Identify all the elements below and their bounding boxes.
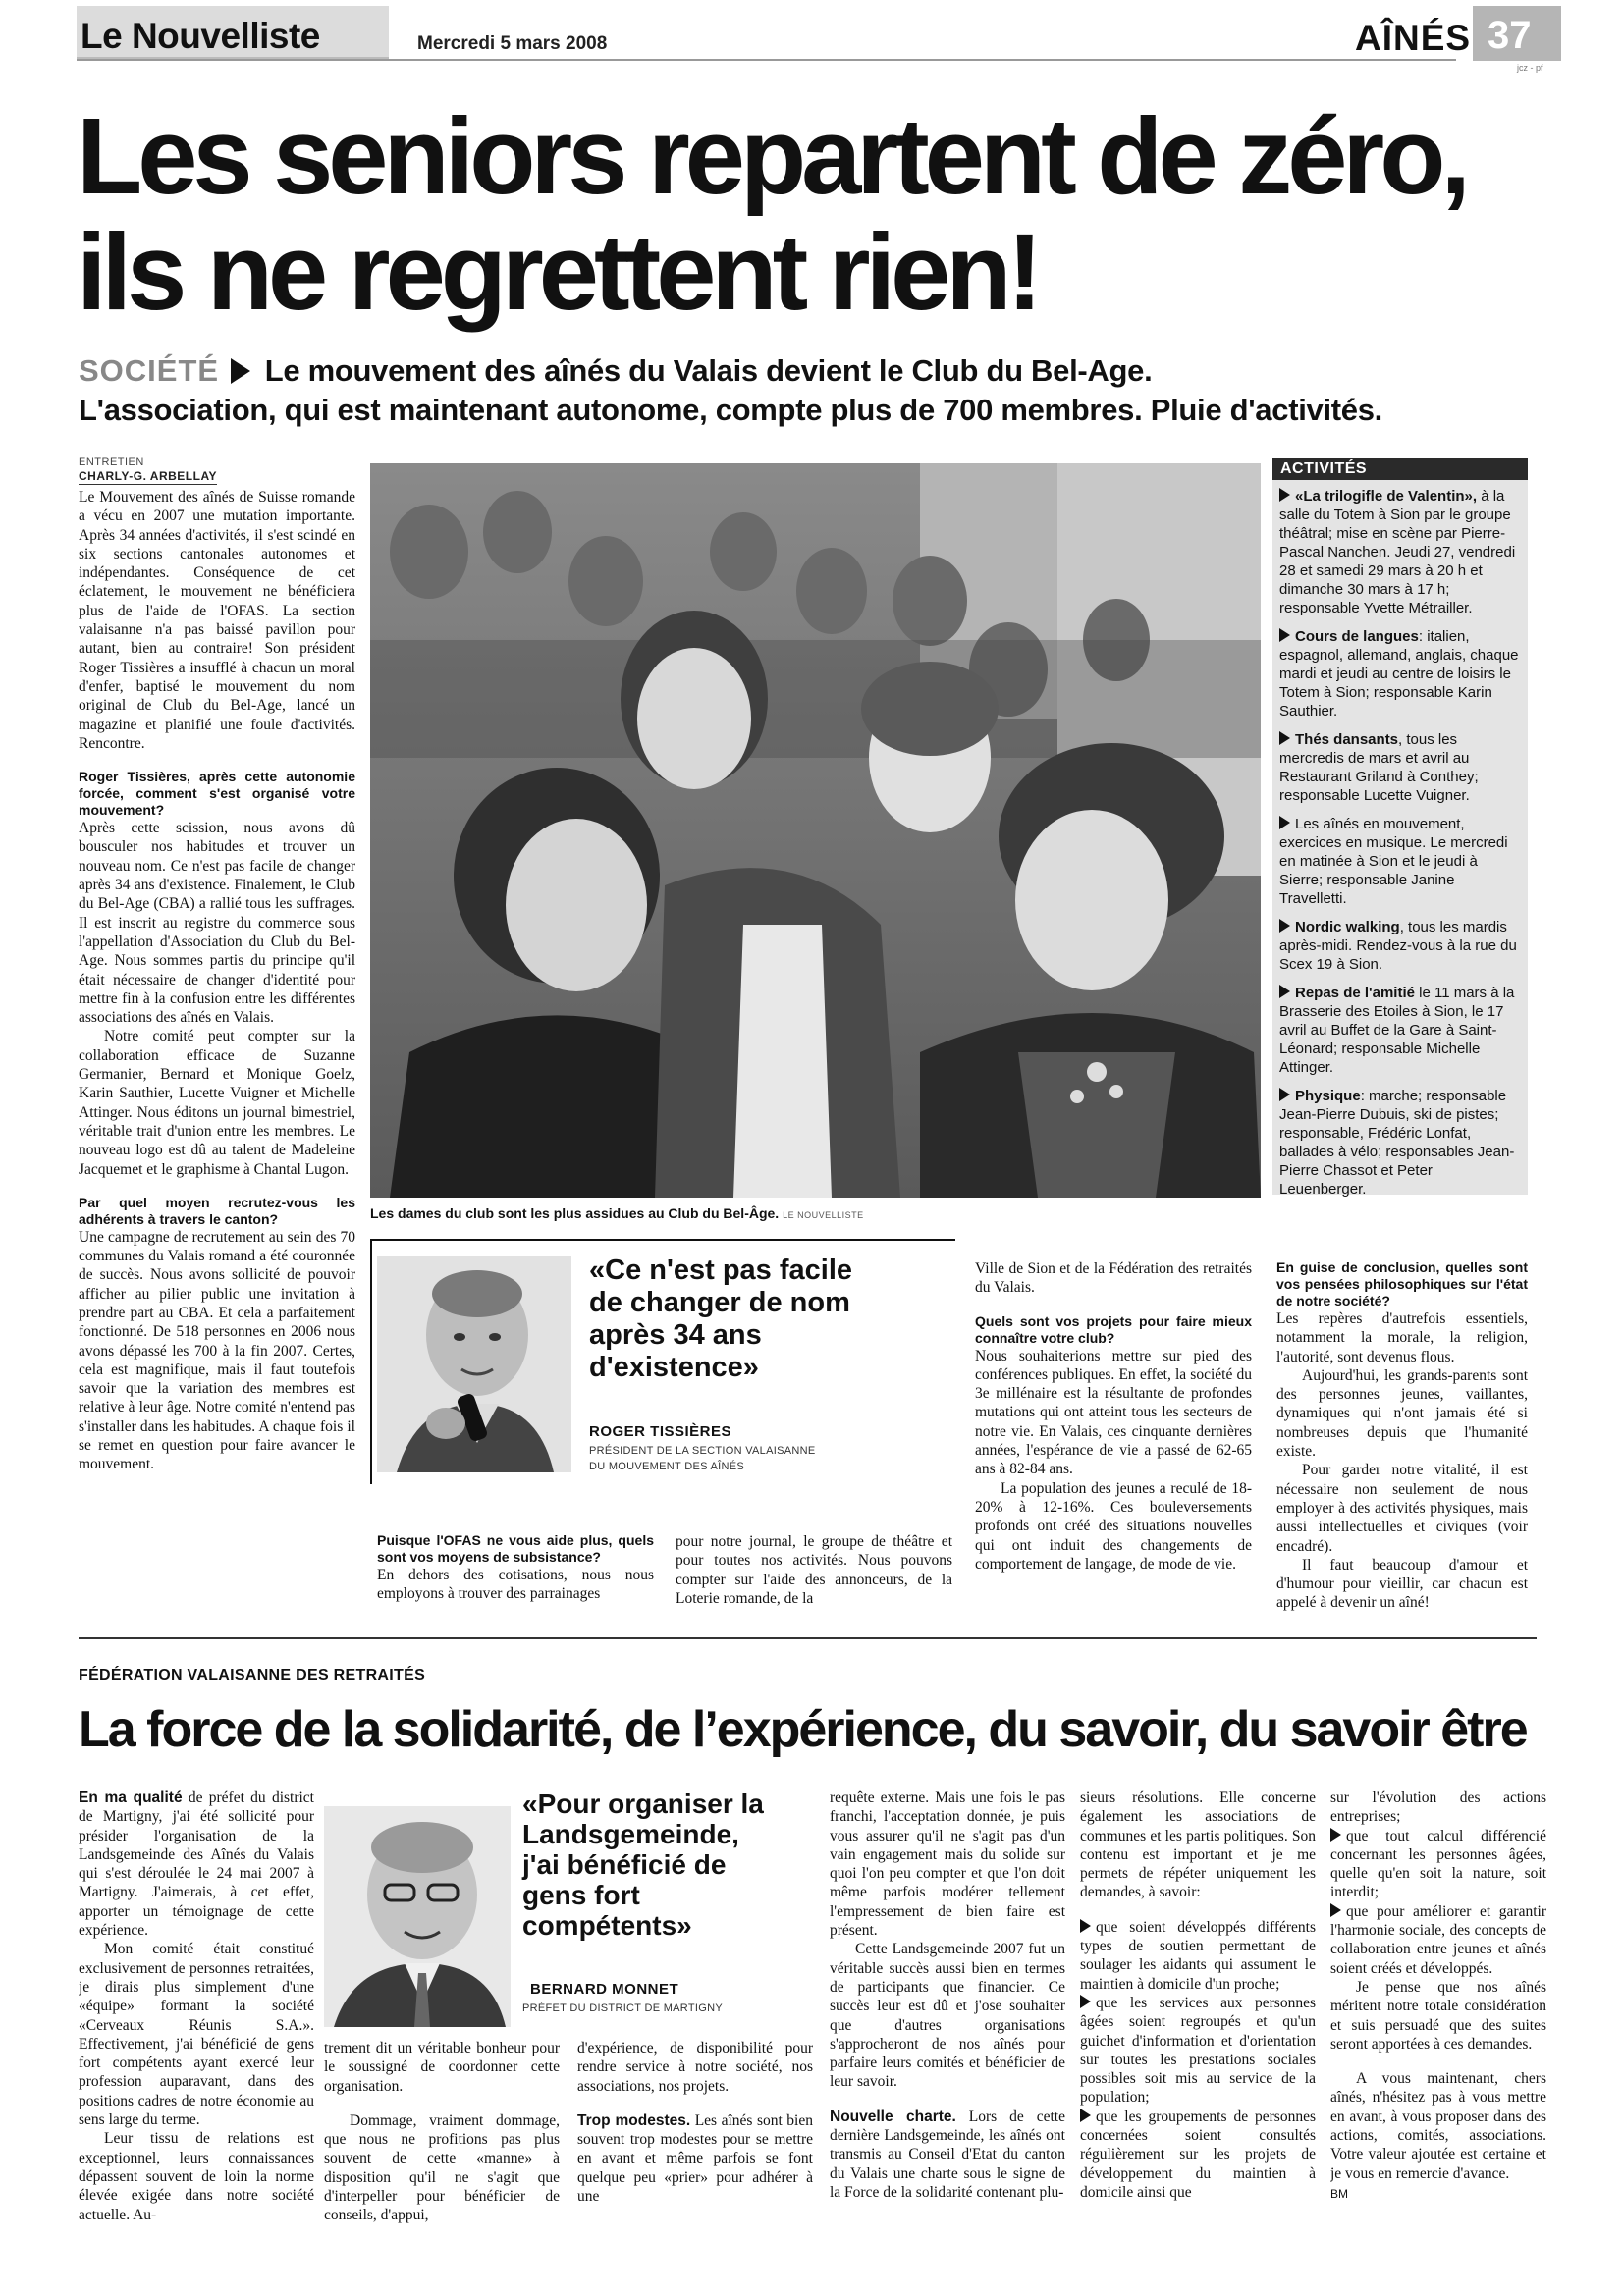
bullet-arrow-icon (1279, 628, 1290, 642)
bullet-arrow-icon (1279, 919, 1290, 933)
bernard-monnet-portrait (324, 1806, 511, 2027)
article2-para-conclusion: A vous maintenant, chers aînés, n'hésitez pas à vous mettre en avant, à vous proposer dans des actions, comités, associations. Votre valeur ajoutée est certaine et je vous en remercie d'avance. (1330, 2070, 1546, 2182)
article2-column-2 (324, 2039, 560, 2284)
interview-answer-4b: La population des jeunes a reculé de 18-20% à 12-16%. Ces bouleversements profonds ont créé des situations nouvelles qui ont induit des changements de comportement de langage, de mode de vie. (975, 1479, 1252, 1573)
interview-answer-5: Les repères d'autrefois essentiels, notamment la morale, la religion, l'autorité, sont devenus flous. (1276, 1310, 1528, 1365)
article2-para-resolutions: sieurs résolutions. Elle concerne également les associations de communes et les partis politiques. Son contenu est important et je me permets de répéter uniquement les demandes, à savoir: (1080, 1789, 1316, 1901)
article2-demand-2: que les services aux personnes âgées soient regroupés et qu'un guichet d'information et d'orientation sur toutes les prestations sociales possibles soit mis au service de la population; (1080, 1994, 1316, 2107)
interview-question-4: Quels sont vos projets pour faire mieux connaître votre club? (975, 1312, 1252, 1346)
photo-caption (370, 1205, 864, 1221)
activity-item-mouvement: Les aînés en mouvement, exercices en musique. Le mercredi en matinée à Sion et le jeudi à Sierre; responsable Janine Travelletti. (1279, 816, 1508, 907)
interview-question-2: Par quel moyen recrutez-vous les adhérents à travers le canton? (79, 1194, 355, 1227)
photo-caption-text: Les dames du club sont les plus assidues au Club du Bel-Âge. (370, 1205, 780, 1221)
bullet-arrow-icon (1279, 1088, 1290, 1101)
kicker-arrow-icon (231, 358, 250, 384)
interview-column-4 (975, 1259, 1252, 1632)
bullet-arrow-icon (1279, 731, 1290, 745)
article2-para-requete: requête externe. Mais une fois le pas franchi, l'acceptation donnée, je puis vous assurer qu'il ne s'agit pas d'un vain engagement mais du solide sur quoi l'on peu compter et que l'on doit même parfois modérer tellement l'empressement de bien faire est présent. (830, 1789, 1065, 1940)
interview-answer-3b: pour notre journal, le groupe de théâtre et pour toutes nos activités. Nous pouvons compter sur l'aide des annonceurs, de la Loterie romande, de la (676, 1533, 952, 1607)
article2-column-6 (1330, 1789, 1546, 2284)
interview-answer-3: En dehors des cotisations, nous nous employons à trouver des parrainages (377, 1567, 654, 1603)
article2-para-comite: Mon comité était constitué exclusivement de personnes retraitées, je dirais plus simplement d'une «équipe» formant la société «Cerveaux Réunis S.A.». Effectivement, j'ai bénéficié de gens fort compétents ayant exercé leur profession auparavant, dans des positions cadres de notre économie au sens large du terme. (79, 1941, 314, 2129)
photo-credit: LE NOUVELLISTE (783, 1210, 864, 1220)
article2-intro: En ma qualité de préfet du district de Martigny, j'ai été sollicité pour présider l'organisation de la Landsgemeinde des Aînés du Valais qui s'est déroulée le 24 mai 2007 à Martigny. J'aimerais, à cet effet, apporter un témoignage de cette expérience. (79, 1789, 314, 1940)
activity-item-nordic-walking: Nordic walking, tous les mardis après-midi. Rendez-vous à la rue du Scex 19 à Sion. (1279, 919, 1517, 973)
interview-column-2 (377, 1532, 654, 1630)
deck-line-1 (79, 353, 1152, 389)
club-members-photo (370, 463, 1261, 1198)
article2-kicker: FÉDÉRATION VALAISANNE DES RETRAITÉS (79, 1667, 426, 1683)
audience-photo-illustration (370, 463, 1261, 1198)
article2-para-consideration: Je pense que nos aînés méritent notre totale considération et suis persuadé que des suites seront apportées à ces demandes. (1330, 1978, 1546, 2053)
article2-headline: La force de la solidarité, de l’expérience, du savoir, du savoir être (79, 1701, 1527, 1758)
bullet-arrow-icon (1080, 2109, 1091, 2122)
interview-column-1 (79, 488, 355, 1627)
roger-tissieres-portrait (377, 1256, 571, 1472)
bullet-arrow-icon (1330, 1903, 1341, 1917)
interview-intro: Le Mouvement des aînés de Suisse romande a vécu en 2007 une mutation importante. Après 34 années d'activités, il s'est scindé en six sections cantonales autonomes et indépendantes. Conséquence de cet éclatement, le mouvement ne bénéficiera plus de l'aide de l'OFAS. La section valaisanne n'a pas baissé pavillon pour autant, bien au contraire! Son président Roger Tissières a insufflé à chacun un moral d'enfer, baptisé le mouvement du nom original de Club du Bel-Age, lancé un magazine et planifié une foule d'activités. Rencontre. (79, 489, 355, 752)
interview-question-1: Roger Tissières, après cette autonomie forcée, comment s'est organisé votre mouvement? (79, 769, 355, 819)
article2-para-bonheur: trement dit un véritable bonheur pour le soussigné de coordonner cette organisation. (324, 2040, 560, 2095)
interview-answer-5c: Pour garder notre vitalité, il est nécessaire non seulement de nous employer à des activités physiques, mais aussi intellectuelles et civiques (voir encadré). (1276, 1462, 1528, 1555)
headline-line-1: Les seniors repartent de zéro, (77, 96, 1466, 217)
byline-name: CHARLY-G. ARBELLAY (79, 469, 218, 483)
interview-answer-1: Après cette scission, nous avons dû bousculer nos habitudes et trouver un nouveau nom. Ce n'est pas facile de changer après 34 ans d'existence. Finalement, le Club du Bel-Age (CBA) a rallié tous les suffrages. Il est inscrit au registre du commerce sous l'appellation d'Association du Club du Bel-Age. Nous sommes partis du principe qu'il était nécessaire de changer d'identité pour mettre fin à la confusion entre les différentes associations des aînés en Valais. (79, 820, 355, 1027)
pull-quote-role-1: PRÉSIDENT DE LA SECTION VALAISANNE (589, 1445, 816, 1457)
article2-para-experience: d'expérience, de disponibilité pour rendre service à notre société, nos associations, nos projets. (577, 2040, 813, 2095)
interview-answer-5b: Aujourd'hui, les grands-parents sont des personnes jeunes, vaillantes, dynamiques qui n'ont jamais été si nombreuses depuis que l'humanité existe. (1276, 1366, 1528, 1461)
page-code: jcz - pf (1517, 63, 1543, 73)
deck-text-1: Le mouvement des aînés du Valais devient le Club du Bel-Age. (264, 353, 1153, 388)
headline-line-2: ils ne regrettent rien! (77, 212, 1039, 333)
kicker-societe: SOCIÉTÉ (79, 353, 220, 388)
pull-quote-name: ROGER TISSIÈRES (589, 1423, 732, 1440)
bullet-arrow-icon (1279, 985, 1290, 998)
article2-column-1 (79, 1789, 314, 2279)
article2-para-dommage: Dommage, vraiment dommage, que nous ne profitions pas plus souvent de cette «manne» à disposition qu'il ne s'agit que d'interpeller pour bénéficier de conseils, d'appui, (324, 2111, 560, 2224)
article2-signature: BM (1330, 2186, 1348, 2201)
article2-demand-4: que tout calcul différencié concernant les personnes âgées, quelle qu'en soit la nature, soit interdit; (1330, 1827, 1546, 1901)
section-divider (79, 1637, 1537, 1639)
article2-para-modestes: Trop modestes. Les aînés sont bien souvent trop modestes pour se mettre en avant et même parfois se font quelque peu «prier» pour adhérer à une (577, 2111, 813, 2206)
article2-quote-name: BERNARD MONNET (530, 1981, 679, 1998)
article2-demand-1: que soient développés différents types de soutien permettant de soulager les aidants qui assument le maintien à domicile d'un proche; (1080, 1918, 1316, 1993)
bullet-arrow-icon (1330, 1828, 1341, 1842)
pull-quote-role-2: DU MOUVEMENT DES AÎNÉS (589, 1461, 744, 1472)
bullet-arrow-icon (1279, 816, 1290, 829)
interview-pull-quote: «Ce n'est pas facile de changer de nom après 34 ans d'existence» (589, 1255, 853, 1383)
article2-column-4 (830, 1789, 1065, 2284)
interview-column-3 (676, 1532, 952, 1630)
interview-answer-1b: Notre comité peut compter sur la collaboration efficace de Suzanne Germanier, Bernard et Monique Goelz, Karin Sauthier, Lucette Vuigner et Michelle Attinger. Nous éditons un journal bimestriel, véritable trait d'union entre les membres. Le nouveau logo est dû au talent de Madeleine Jacquemet et le graphisme à Chantal Lugon. (79, 1028, 355, 1178)
article2-quote-role: PRÉFET DU DISTRICT DE MARTIGNY (522, 2002, 723, 2014)
article2-column-5 (1080, 1789, 1316, 2284)
article2-column-3 (577, 2039, 813, 2284)
masthead-paper-name: Le Nouvelliste (81, 16, 320, 56)
masthead-date: Mercredi 5 mars 2008 (417, 33, 608, 54)
interview-answer-2: Une campagne de recrutement au sein des 70 communes du Valais romand a été couronnée de succès. Nous avons sollicité de pouvoir afficher au pilier public une invitation à prendre part au CBA. Et cela a parfaitement fonctionné. De 518 personnes en 2006 nous avons dépassé les 700 à la fin 2007. Certes, cela est magnifique, mais il faut toutefois savoir que la variation des membres est relative à leur âge. Notre comité n'entend pas s'installer dans les habitudes. A chaque fois il se remet en question pour faire avancer le mouvement. (79, 1228, 355, 1473)
interview-answer-3c: Ville de Sion et de la Fédération des retraités du Valais. (975, 1260, 1252, 1297)
article2-pull-quote: «Pour organiser la Landsgemeinde, j'ai bénéficié de gens fort compétents» (522, 1789, 764, 1941)
interview-question-3: Puisque l'OFAS ne vous aide plus, quels sont vos moyens de subsistance? (377, 1532, 654, 1565)
activity-item-thes-dansants: Thés dansants, tous les mercredis de mars et avril au Restaurant Griland à Conthey; responsable Lucette Vuigner. (1279, 731, 1479, 804)
article2-para-charte: Nouvelle charte. Lors de cette dernière Landsgemeinde, les aînés ont transmis au Conseil d'Etat du canton du Valais une charte sous le signe de la Force de la solidarité contenant plu- (830, 2108, 1065, 2201)
activity-item-repas: Repas de l'amitié le 11 mars à la Brasserie des Etoiles à Sion, le 17 avril au Buffet de la Gare à Saint-Léonard; responsable Michelle Attinger. (1279, 985, 1515, 1076)
interview-question-5: En guise de conclusion, quelles sont vos pensées philosophiques sur l'état de notre société? (1276, 1259, 1528, 1308)
byline-type: ENTRETIEN (79, 456, 144, 468)
activity-item-langues: Cours de langues: italien, espagnol, allemand, anglais, chaque mardi et jeudi au centre de loisirs le Totem à Sion; responsable Karin Sauthier. (1279, 628, 1519, 720)
activities-header: ACTIVITÉS (1272, 458, 1528, 480)
article2-demand-3: que les groupements de personnes concernées soient consultés régulièrement sur les projets de développement du maintien à domicile ainsi que (1080, 2108, 1316, 2201)
bullet-arrow-icon (1279, 488, 1290, 502)
article2-para-relations: Leur tissu de relations est exceptionnel, leurs connaissances dépassent souvent de loin la norme élevée exigée dans notre société actuelle. Au- (79, 2130, 314, 2223)
bullet-arrow-icon (1080, 1995, 1091, 2008)
page-number: 37 (1488, 14, 1532, 57)
activity-item-theatre: «La trilogifle de Valentin», à la salle du Totem à Sion par le groupe théâtral; mise en scène par Pierre-Pascal Nanchen. Jeudi 27, vendredi 28 et samedi 29 mars à 20 h et dimanche 30 mars à 17 h; responsable Yvette Métrailler. (1279, 488, 1516, 616)
interview-answer-4: Nous souhaiterions mettre sur pied des conférences publiques. En effet, la société du 3e millénaire est la résultante de profondes mutations qui ont atteint tous les secteurs de notre vie. En Valais, ces cinquante dernières années, l'espérance de vie a passé de 62-65 ans à 82-84 ans. (975, 1347, 1252, 1478)
interview-column-5 (1276, 1259, 1528, 1632)
article2-demand-5: que pour améliorer et garantir l'harmonie sociale, des concepts de collaboration entre jeunes et aînés soient créés et développés. (1330, 1902, 1546, 1977)
masthead-rule (77, 59, 1456, 61)
portrait-illustration (324, 1806, 511, 2027)
interview-answer-5d: Il faut beaucoup d'amour et d'humour pour vieillir, car chacun est appelé à devenir un aîné! (1276, 1556, 1528, 1612)
activity-item-physique: Physique: marche; responsable Jean-Pierre Dubuis, ski de pistes; responsable, Frédéric Lonfat, ballades à vélo; responsables Jean-Pierre Chassot et Peter Leuenberger. (1279, 1088, 1515, 1198)
article2-para-succes: Cette Landsgemeinde 2007 fut un véritable succès aussi bien en termes de participants que financier. Ce succès leur est dû et j'ose souhaiter que d'autres organisations s'approcheront de nos aînés pour parfaire leurs comités et bénéficier de leur savoir. (830, 1941, 1065, 2091)
bullet-arrow-icon (1080, 1919, 1091, 1933)
deck-line-2: L'association, qui est maintenant autonome, compte plus de 700 membres. Pluie d'activités. (79, 393, 1382, 427)
activities-list (1279, 487, 1523, 1208)
portrait-illustration (377, 1256, 571, 1472)
article2-para-evolution: sur l'évolution des actions entreprises; (1330, 1789, 1546, 1826)
masthead-section: AÎNÉS (1355, 18, 1472, 58)
